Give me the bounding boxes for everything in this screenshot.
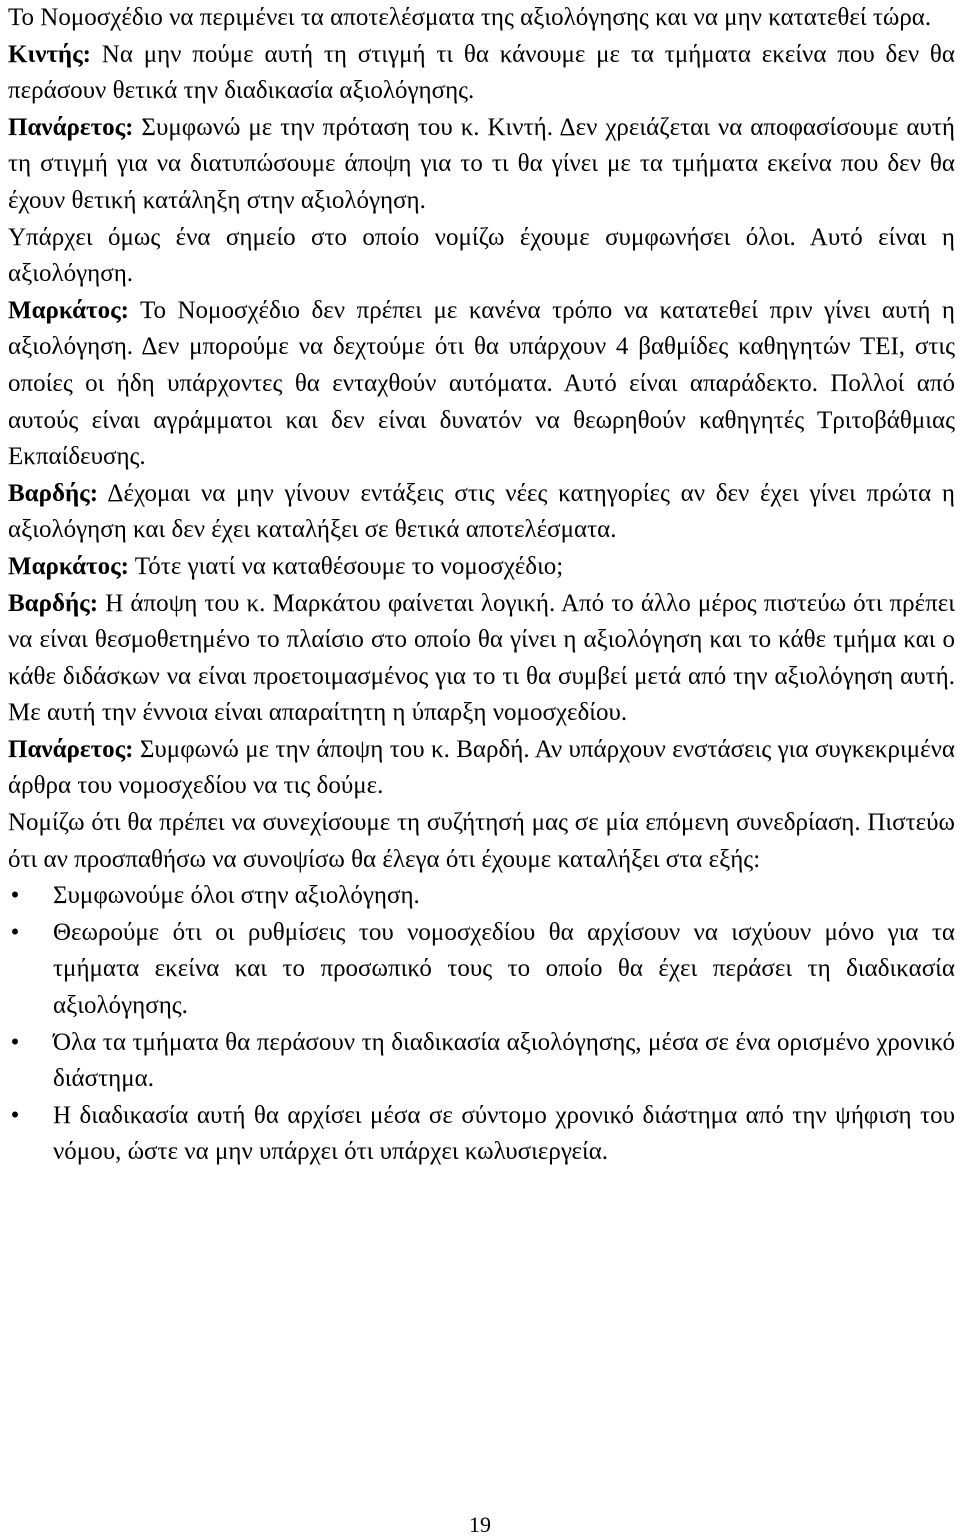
speaker-name: Βαρδής: [8,479,99,507]
paragraph-text: Η άποψη του κ. Μαρκάτου φαίνεται λογική. Από το άλλο μέρος πιστεύω ότι πρέπει να είναι θεσμοθετημένο το πλαίσιο στο οποίο θα γίνει η αξιολόγηση και το κάθε τμήμα και ο κάθε διδάσκων να είναι προετοιμασμένος για το τι θα συμβεί μετά από την αξιολόγηση αυτή. Με αυτή την έννοια είναι απαραίτητη η ύπαρξη νομοσχεδίου. [8,589,955,727]
paragraph-text: Να μην πούμε αυτή τη στιγμή τι θα κάνουμε με τα τμήματα εκείνα που δεν θα περάσουν θετικά την διαδικασία αξιολόγησης. [8,40,955,105]
paragraph-text: Συμφωνώ με την πρόταση του κ. Κιντή. Δεν χρειάζεται να αποφασίσουμε αυτή τη στιγμή για να διατυπώσουμε άποψη για το τι θα γίνει με τα τμήματα εκείνα που δεν θα έχουν θετική κατάληξη στην αξιολόγηση. [8,113,955,214]
paragraph [8,732,955,805]
speaker-name: Κιντής: [8,40,91,68]
paragraph-text: Το Νομοσχέδιο δεν πρέπει με κανένα τρόπο να κατατεθεί πριν γίνει αυτή η αξιολόγηση. Δεν μπορούμε να δεχτούμε ότι θα υπάρχουν 4 βαθμίδες καθηγητών ΤΕΙ, στις οποίες οι ήδη υπάρχοντες θα ενταχθούν αυτόματα. Αυτό είναι απαράδεκτο. Πολλοί από αυτούς είναι αγράμματοι και δεν είναι δυνατόν να θεωρηθούν καθηγητές Τριτοβάθμιας Εκπαίδευσης. [8,296,955,471]
bullet-item [8,878,955,915]
bullet-text: Η διαδικασία αυτή θα αρχίσει μέσα σε σύντομο χρονικό διάστημα από την ψήφιση του νόμου, ώστε να μην υπάρχει ότι υπάρχει κωλυσιεργεία. [53,1101,955,1166]
paragraph [8,549,955,586]
paragraph [8,37,955,110]
speaker-name: Βαρδής: [8,589,99,617]
paragraph [8,220,955,293]
bullet-icon: • [10,918,20,946]
bullet-icon: • [10,882,20,910]
bullet-text: Όλα τα τμήματα θα περάσουν τη διαδικασία αξιολόγησης, μέσα σε ένα ορισμένο χρονικό διάστημα. [53,1028,955,1093]
paragraph [8,476,955,549]
speaker-name: Μαρκάτος: [8,296,129,324]
paragraph [8,586,955,732]
summary-bullet-list [8,878,955,1171]
paragraph-text: Το Νομοσχέδιο να περιμένει τα αποτελέσματα της αξιολόγησης και να μην κατατεθεί τώρα. [8,4,932,31]
paragraph-text: Νομίζω ότι θα πρέπει να συνεχίσουμε τη συζήτησή μας σε μία επόμενη συνεδρίαση. Πιστεύω ότι αν προσπαθήσω να συνοψίσω θα έλεγα ότι έχουμε καταλήξει στα εξής: [8,809,955,873]
speaker-name: Πανάρετος: [8,735,134,763]
document-body [8,0,955,1171]
paragraph [8,0,955,37]
bullet-text: Θεωρούμε ότι οι ρυθμίσεις του νομοσχεδίου θα αρχίσουν να ισχύουν μόνο για τα τμήματα εκείνα και το προσωπικό τους το οποίο θα έχει περάσει τη διαδικασία αξιολόγησης. [53,918,955,1020]
bullet-icon: • [10,1028,20,1056]
page-number: 19 [469,1512,491,1537]
speaker-name: Μαρκάτος: [8,552,129,580]
bullet-item [8,1098,955,1171]
bullet-item [8,1025,955,1098]
paragraph-text: Συμφωνώ με την άποψη του κ. Βαρδή. Αν υπάρχουν ενστάσεις για συγκεκριμένα άρθρα του νομοσχεδίου να τις δούμε. [8,735,955,800]
paragraph [8,110,955,220]
speaker-name: Πανάρετος: [8,113,134,141]
bullet-item [8,915,955,1025]
paragraph-text: Τότε γιατί να καταθέσουμε το νομοσχέδιο; [128,552,564,580]
paragraph-text: Δέχομαι να μην γίνουν εντάξεις στις νέες κατηγορίες αν δεν έχει γίνει πρώτα η αξιολόγηση και δεν έχει καταλήξει σε θετικά αποτελέσματα. [8,479,955,544]
bullet-text: Συμφωνούμε όλοι στην αξιολόγηση. [53,882,420,910]
paragraph [8,805,955,878]
paragraph [8,293,955,476]
paragraph-text: Υπάρχει όμως ένα σημείο στο οποίο νομίζω έχουμε συμφωνήσει όλοι. Αυτό είναι η αξιολόγηση. [8,223,955,288]
bullet-icon: • [10,1101,20,1129]
